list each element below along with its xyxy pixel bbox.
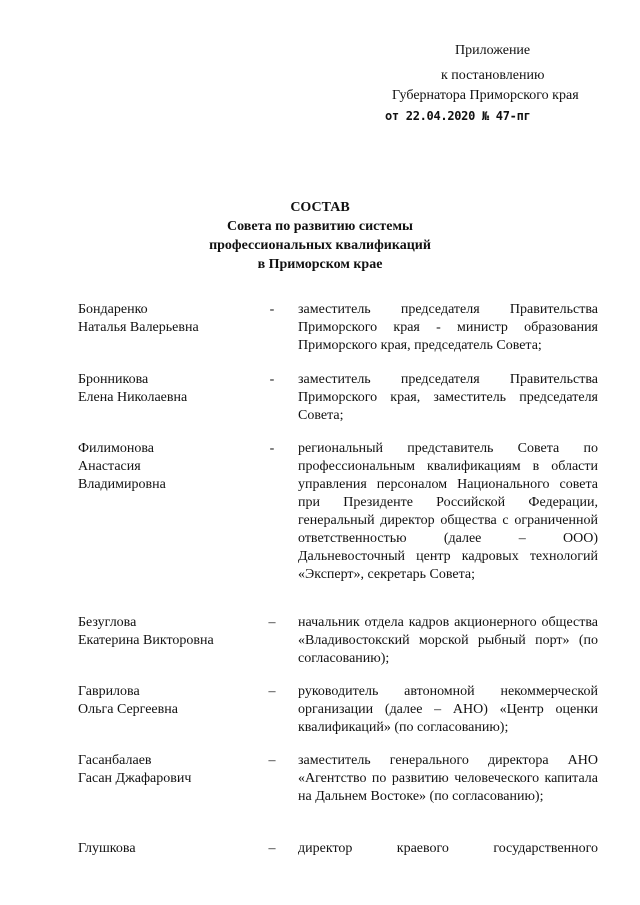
member-role: начальник отдела кадров акционерного общества «Владивостокский морской рыбный порт» (по согласованию);: [298, 615, 598, 666]
member-surname: Безуглова: [78, 615, 137, 630]
member-name: [78, 683, 258, 719]
member-surname: Гасанбалаев: [78, 753, 152, 768]
member-surname: Бондаренко: [78, 302, 148, 317]
member-dash: –: [268, 615, 276, 630]
member-dash: -: [269, 372, 275, 387]
member-name: [78, 752, 258, 788]
member-name: [78, 614, 258, 650]
member-surname: Филимонова: [78, 441, 155, 456]
member-dash: -: [269, 441, 275, 456]
member-role: директор краевого государственного: [298, 841, 598, 856]
member-name: [78, 371, 258, 407]
document-title: [120, 198, 520, 274]
member-role: заместитель председателя Правительства Приморского края - министр образования Приморского края, председатель Совета;: [298, 302, 598, 353]
member-given-name: Анастасия: [78, 459, 141, 474]
member-role: руководитель автономной некоммерческой организации (далее – АНО) «Центр оценки квалификаций» (по согласованию);: [298, 684, 598, 735]
member-dash: –: [268, 841, 276, 856]
member-dash: –: [268, 684, 276, 699]
appendix-issuer-line: Губернатора Приморского края: [392, 88, 579, 103]
member-given-name: Гасан Джафарович: [78, 771, 192, 786]
decree-number-stamp: от 22.04.2020 № 47-пг: [385, 109, 531, 123]
member-role: заместитель генерального директора АНО «Агентство по развитию человеческого капитала на Дальнем Востоке» (по согласованию);: [298, 753, 598, 804]
member-patronymic: Владимировна: [78, 477, 166, 492]
title-line-1: СОСТАВ: [290, 200, 350, 215]
title-line-2: Совета по развитию системы: [227, 219, 413, 234]
member-surname: Гаврилова: [78, 684, 140, 699]
member-given-name: Елена Николаевна: [78, 390, 188, 405]
appendix-ref-line: к постановлению: [441, 68, 545, 83]
member-given-name: Ольга Сергеевна: [78, 702, 178, 717]
member-name: [78, 840, 258, 858]
member-given-name: Екатерина Викторовна: [78, 633, 214, 648]
member-surname: Бронникова: [78, 372, 149, 387]
title-line-4: в Приморском крае: [257, 257, 383, 272]
member-given-name: Наталья Валерьевна: [78, 320, 199, 335]
member-dash: –: [268, 753, 276, 768]
member-name: [78, 440, 258, 494]
member-name: [78, 301, 258, 337]
member-surname: Глушкова: [78, 841, 136, 856]
title-line-3: профессиональных квалификаций: [209, 238, 431, 253]
member-role: региональный представитель Совета по профессиональным квалификациям в области управления персоналом Национального совета при Президенте Российской Федерации, генеральный директор общества с ограниченной ответственностью (далее – ООО) Дальневосточный центр кадровых технологий «Эксперт», секретарь Совета;: [298, 441, 598, 582]
member-dash: -: [269, 302, 275, 317]
member-role: заместитель председателя Правительства Приморского края, заместитель председателя Совета;: [298, 372, 598, 423]
appendix-label: Приложение: [455, 43, 531, 58]
